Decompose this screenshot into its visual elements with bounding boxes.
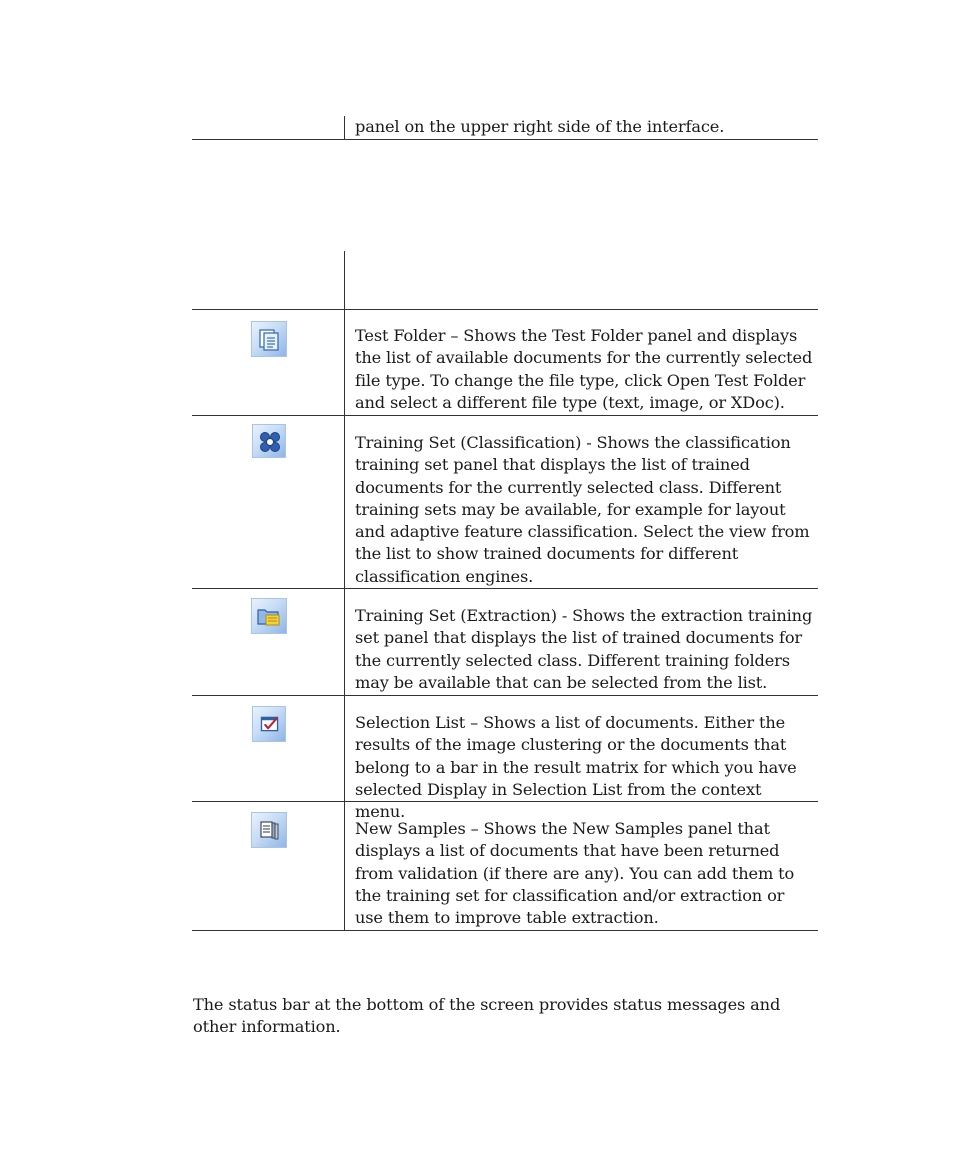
classification-training-set-description: Training Set (Classification) - Shows the classification training set panel that displays the list of trained documents for the currently selected class. Different training sets may be available, for example for layout and adaptive feature classification. Select the view from the list to show trained documents for different classification engines. [355,433,810,586]
row-rule-2 [192,588,818,589]
panels-table-bottom-rule [192,930,818,931]
extraction-training-set-icon [251,598,287,634]
top-table-bottom-rule [192,139,818,140]
row-rule-3 [192,695,818,696]
new-samples-icon [251,812,287,848]
panels-table-header-rule [192,309,818,310]
classification-training-set-icon [252,424,286,458]
status-bar-paragraph: The status bar at the bottom of the screen provides status messages and other information. [193,995,781,1037]
test-folder-description: Test Folder – Shows the Test Folder panel and displays the list of available documents for the currently selected file type. To change the file type, click Open Test Folder and select a different file type (text, image, or XDoc). [355,326,813,412]
continuation-text: panel on the upper right side of the interface. [355,117,725,136]
new-samples-description: New Samples – Shows the New Samples panel that displays a list of documents that have been returned from validation (if there are any). You can add them to the training set for classification and/or extraction or use them to improve table extraction. [355,819,795,928]
panels-table-divider [344,251,345,931]
top-table-divider [344,116,345,139]
row-rule-1 [192,415,818,416]
row-rule-4 [192,801,818,802]
extraction-training-set-description: Training Set (Extraction) - Shows the extraction training set panel that displays the list of trained documents for the currently selected class. Different training folders may be available that can be selected from the list. [355,606,813,692]
selection-list-description: Selection List – Shows a list of documents. Either the results of the image clustering or the documents that belong to a bar in the result matrix for which you have selected Display in Selection List from the context menu. [355,713,797,822]
test-folder-icon [251,321,287,357]
selection-list-icon [252,706,286,742]
